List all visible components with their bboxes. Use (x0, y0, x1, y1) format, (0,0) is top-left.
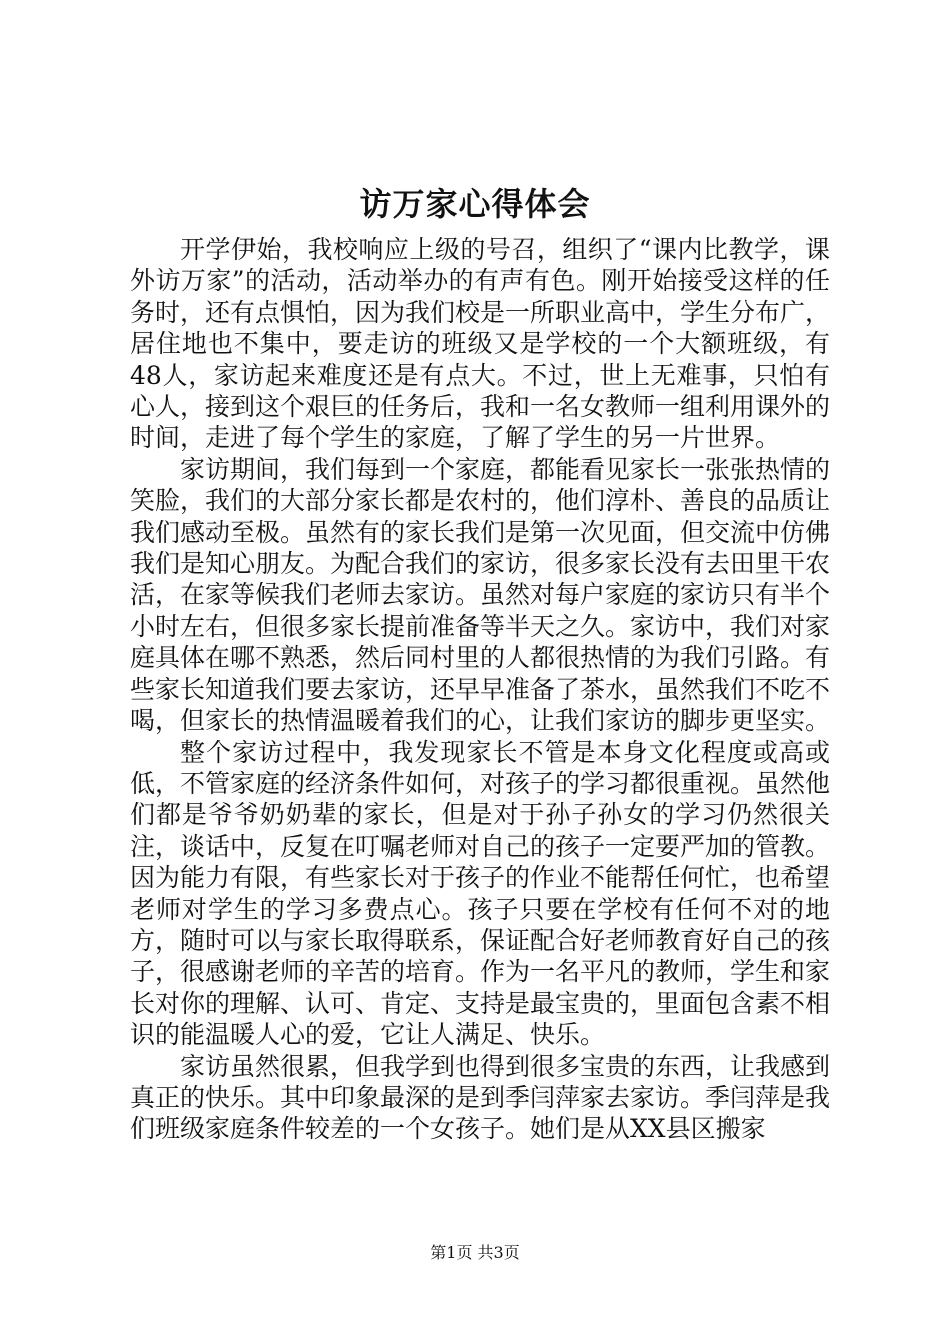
document-title: 访万家心得体会 (359, 185, 591, 223)
paragraph-4: 家访虽然很累，但我学到也得到很多宝贵的东西，让我感到真正的快乐。其中印象最深的是到季闫萍家去家访。季闫萍是我们班级家庭条件较差的一个女孩子。她们是从XX县区搬家 (130, 1051, 831, 1144)
paragraph-3: 整个家访过程中，我发现家长不管是本身文化程度或高或低，不管家庭的经济条件如何，对孩子的学习都很重视。虽然他们都是爷爷奶奶辈的家长，但是对于孙子孙女的学习仍然很关注，谈话中，反复在叮嘱老师对自己的孩子一定要严加的管教。因为能力有限，有些家长对于孩子的作业不能帮任何忙，也希望老师对学生的学习多费点心。孩子只要在学校有任何不对的地方，随时可以与家长取得联系，保证配合好老师教育好自己的孩子，很感谢老师的辛苦的培育。作为一名平凡的教师，学生和家长对你的理解、认可、肯定、支持是最宝贵的，里面包含素不相识的能温暖人心的爱，它让人满足、快乐。 (130, 737, 831, 1050)
page-footer: 第1页 共3页 (430, 1243, 520, 1262)
document-body (130, 234, 830, 1145)
paragraph-2: 家访期间，我们每到一个家庭，都能看见家长一张张热情的笑脸，我们的大部分家长都是农村的，他们淳朴、善良的品质让我们感动至极。虽然有的家长我们是第一次见面，但交流中仿佛我们是知心朋友。为配合我们的家访，很多家长没有去田里干农活，在家等候我们老师去家访。虽然对每户家庭的家访只有半个小时左右，但很多家长提前准备等半天之久。家访中，我们对家庭具体在哪不熟悉，然后同村里的人都很热情的为我们引路。有些家长知道我们要去家访，还早早准备了茶水，虽然我们不吃不喝，但家长的热情温暖着我们的心，让我们家访的脚步更坚实。 (130, 454, 831, 736)
paragraph-1: 开学伊始，我校响应上级的号召，组织了“课内比教学，课外访万家”的活动，活动举办的有声有色。刚开始接受这样的任务时，还有点惧怕，因为我们校是一所职业高中，学生分布广，居住地也不集中，要走访的班级又是学校的一个大额班级，有48人，家访起来难度还是有点大。不过，世上无难事，只怕有心人，接到这个艰巨的任务后，我和一名女教师一组利用课外的时间，走进了每个学生的家庭，了解了学生的另一片世界。 (130, 235, 831, 453)
